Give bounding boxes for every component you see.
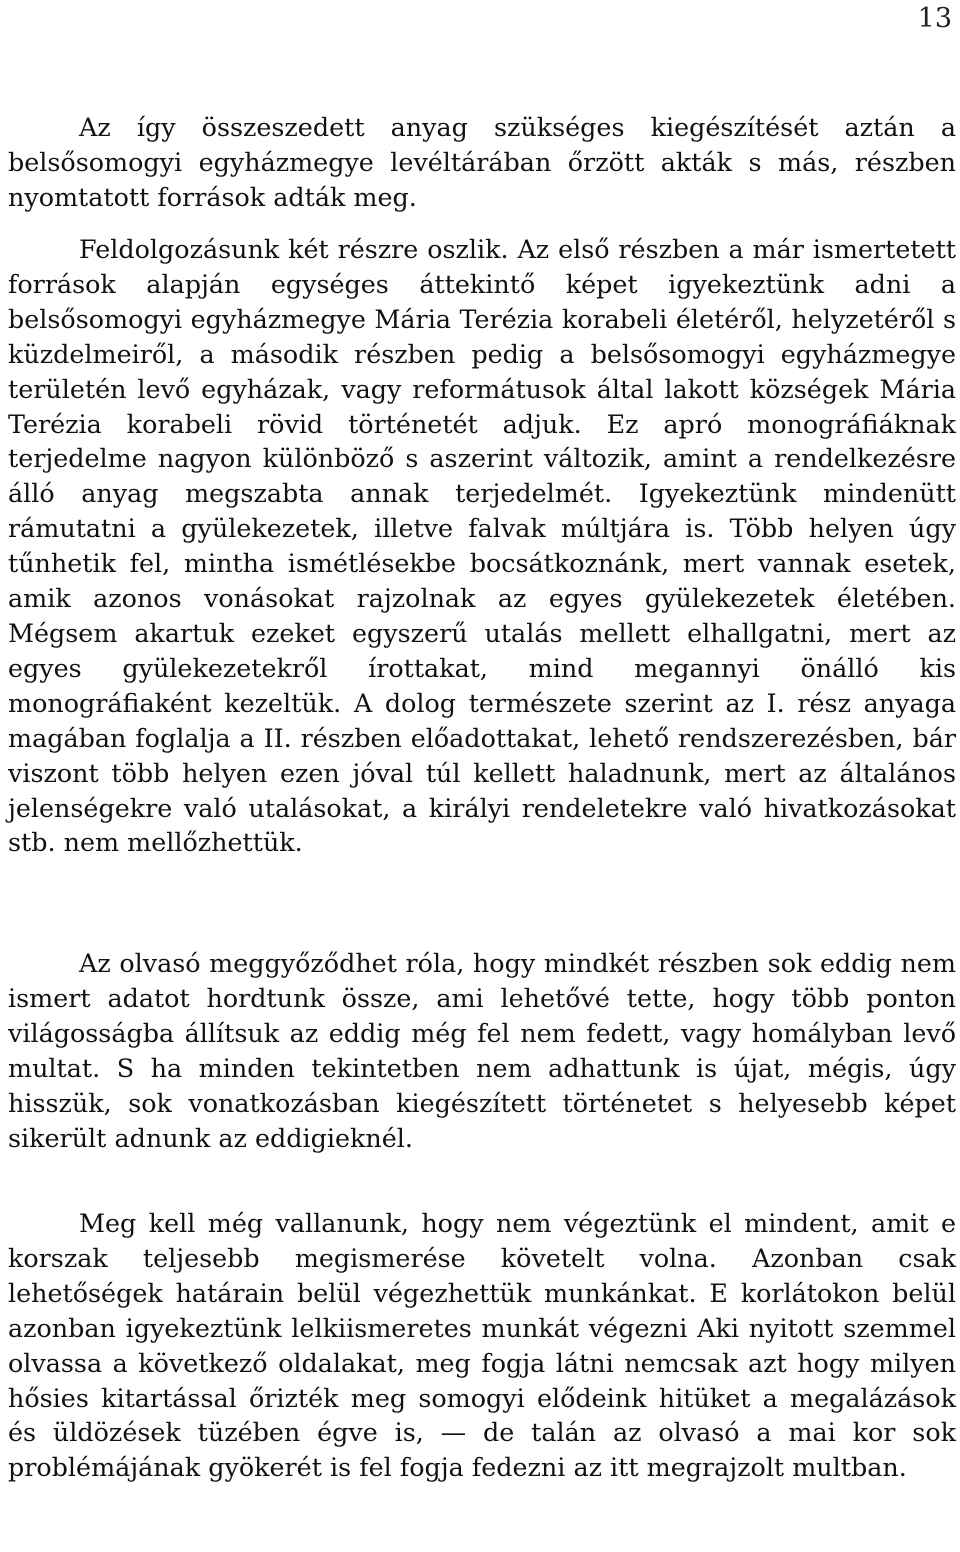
page-number: 13 (917, 3, 952, 34)
paragraph-block-3 (8, 946, 956, 1155)
paragraph-sources: Az így összeszedett anyag szükséges kiegészítését aztán a belsősomogyi egyházmegye levéltárában őrzött akták s más, részben nyomtatott források adták meg. (8, 112, 956, 212)
paragraph-block-4 (8, 1206, 956, 1485)
paragraph-block-1 (8, 110, 956, 215)
paragraph-conclusion: Meg kell még vallanunk, hogy nem végeztünk el mindent, amit e korszak teljesebb megismerése követelt volna. Azonban csak lehetőségek határain belül végezhettük munkánkat. E korlátokon belül azonban igyekeztünk lelkiismeretes munkát végezni Aki nyitott szemmel olvassa a következő oldalakat, meg fogja látni nemcsak azt hogy milyen hősies kitartással őrizték meg somogyi elődeink hitüket a megalázások és üldözések tüzében égve is, — de talán az olvasó a mai kor sok problémájának gyökerét is fel fogja fedezni az itt megrajzolt multban. (8, 1208, 956, 1483)
paragraph-reader: Az olvasó meggyőződhet róla, hogy mindkét részben sok eddig nem ismert adatot hordtunk össze, ami lehetővé tette, hogy több ponton világosságba állítsuk az eddig még fel nem fedett, vagy homályban levő multat. S ha minden tekintetben nem adhattunk is újat, mégis, úgy hisszük, sok vonatkozásban kiegészített történetet s helyesebb képet sikerült adnunk az eddigieknél. (8, 948, 956, 1153)
paragraph-block-2 (8, 232, 956, 860)
paragraph-structure: Feldolgozásunk két részre oszlik. Az első részben a már ismertetett források alapján egységes áttekintő képet igyekeztünk adni a belsősomogyi egyházmegye Mária Terézia korabeli életéről, helyzetéről s küzdelmeiről, a második részben pedig a belsősomogyi egyházmegye területén levő egyházak, vagy reformátusok által lakott községek Mária Terézia korabeli rövid történetét adjuk. Ez apró monográfiáknak terjedelme nagyon különböző s aszerint változik, amint a rendelkezésre álló anyag megszabta annak terjedelmét. Igyekeztünk mindenütt rámutatni a gyülekezetek, illetve falvak múltjára is. Több helyen úgy tűnhetik fel, mintha ismétlésekbe bocsátkoznánk, mert vannak esetek, amik azonos vonásokat rajzolnak az egyes gyülekezetek életében. Mégsem akartuk ezeket egyszerű utalás mellett elhallgatni, mert az egyes gyülekezetekről írottakat, mind megannyi önálló kis monográfiaként kezeltük. A dolog természete szerint az I. rész anyaga magában foglalja a II. részben előadottakat, lehető rendszerezésben, bár viszont több helyen ezen jóval túl kellett haladnunk, mert az általános jelenségekre való utalásokat, a királyi rendeletekre való hivatkozásokat stb. nem mellőzhettük. (8, 234, 956, 858)
